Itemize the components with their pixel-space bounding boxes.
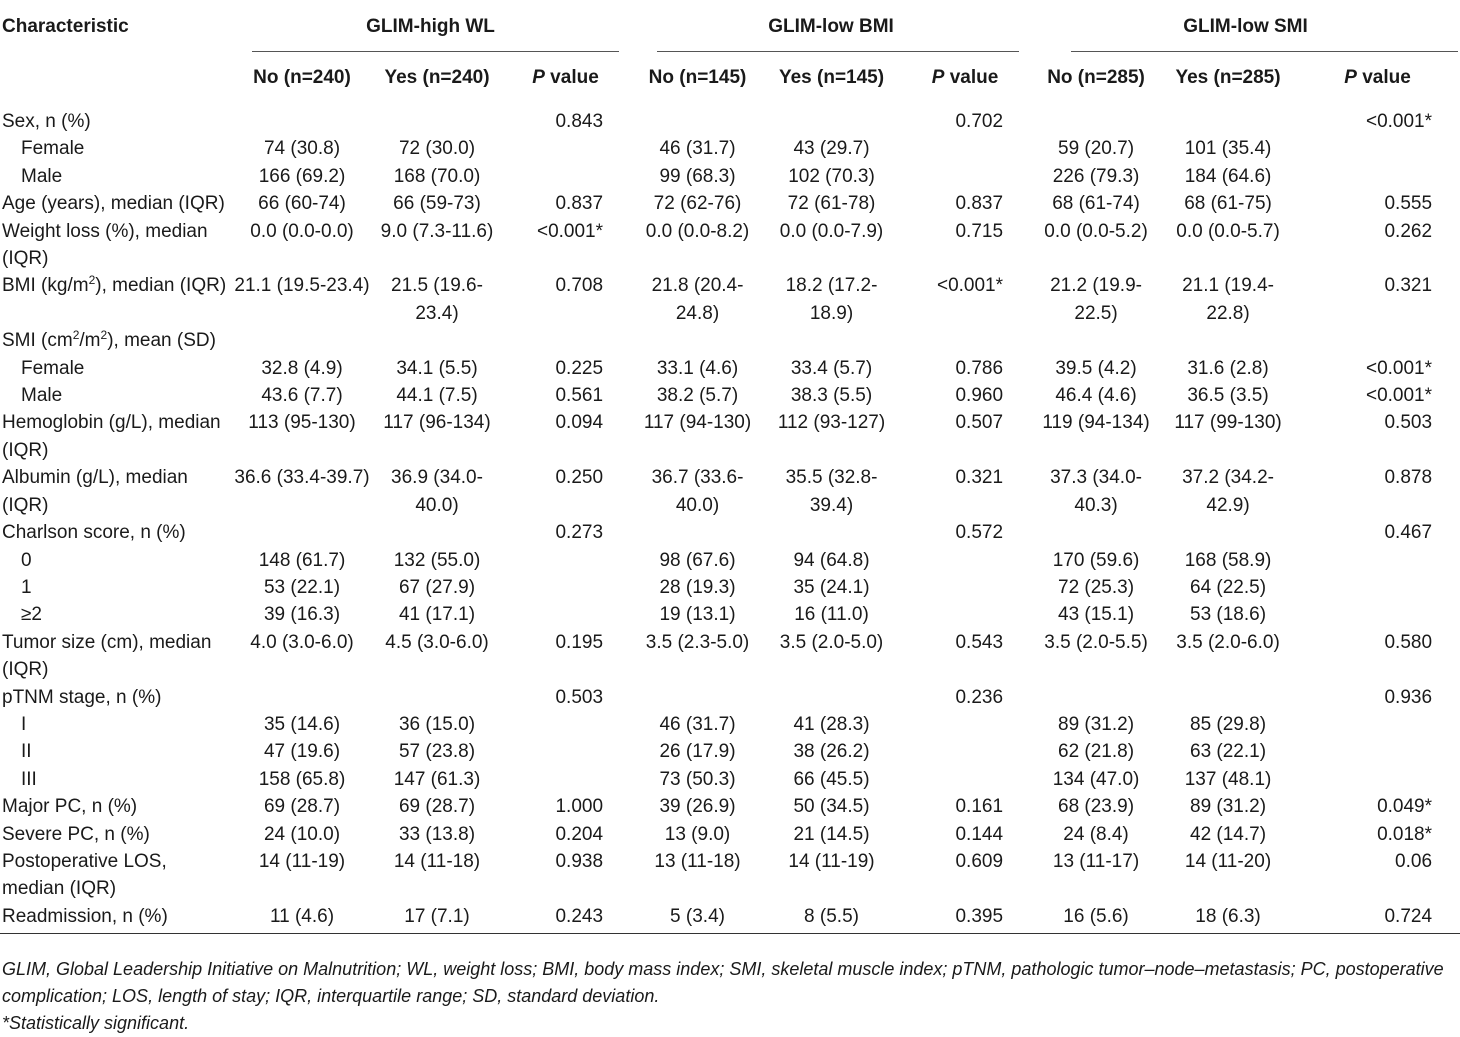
- p-value-cell: 0.843: [555, 111, 604, 132]
- row-label-part: BMI (kg/m: [2, 275, 89, 297]
- value-cell: 17 (7.1): [374, 903, 500, 934]
- p-value-cell: 0.321: [955, 467, 1004, 489]
- value-cell: 37.3 (34.0-40.3): [1050, 467, 1142, 516]
- value-cell: 68 (61-74): [1052, 193, 1140, 215]
- header-characteristic: Characteristic: [2, 16, 129, 37]
- value-cell: 13 (9.0): [664, 823, 731, 845]
- value-cell: 13 (11-18): [654, 850, 741, 872]
- value-cell: 72 (62-76): [653, 193, 742, 215]
- value-cell: 32.8 (4.9): [261, 357, 343, 379]
- value-cell: [764, 327, 899, 354]
- p-value-cell: <0.001*: [1365, 385, 1433, 407]
- value-cell: 31.6 (2.8): [1187, 357, 1269, 379]
- value-cell: 119 (94-134): [1042, 412, 1150, 434]
- header-blank: [0, 52, 230, 103]
- value-cell: 47 (19.6): [263, 741, 341, 763]
- table-row: [0, 272, 1460, 327]
- value-cell: 14 (11-18): [393, 850, 481, 872]
- p-value-cell: [1295, 711, 1460, 738]
- table-footnotes: [2, 956, 1458, 1037]
- row-sublabel: II: [21, 741, 32, 763]
- value-cell: 53 (18.6): [1190, 604, 1267, 626]
- value-cell: 166 (69.2): [258, 165, 346, 187]
- value-cell: 5 (3.4): [631, 903, 764, 934]
- p-value-cell: 0.580: [1384, 631, 1433, 653]
- value-cell: 137 (48.1): [1184, 768, 1272, 790]
- row-label-part: ), mean (SD): [107, 330, 216, 352]
- table-row: [0, 738, 1460, 765]
- row-label: Major PC, n (%): [2, 796, 138, 818]
- value-cell: 24 (8.4): [1063, 823, 1129, 845]
- value-cell: 46 (31.7): [659, 138, 736, 160]
- p-value-cell: 0.049*: [1377, 796, 1433, 818]
- value-cell: 63 (22.1): [1190, 741, 1267, 763]
- p-value-cell: 0.715: [955, 220, 1004, 242]
- value-cell: 68 (23.9): [1058, 796, 1135, 818]
- value-cell: 112 (93-127): [777, 412, 886, 434]
- value-cell: 170 (59.6): [1052, 549, 1140, 571]
- value-cell: 36.9 (34.0-40.0): [391, 467, 483, 516]
- p-value-cell: 0.938: [555, 850, 604, 872]
- value-cell: 38.2 (5.7): [656, 385, 739, 407]
- value-cell: 98 (67.6): [659, 549, 736, 571]
- table-row: [0, 519, 1460, 546]
- value-cell: [631, 684, 764, 711]
- p-value-cell: 0.936: [1384, 686, 1433, 708]
- value-cell: [374, 519, 500, 546]
- value-cell: 66 (59-73): [393, 193, 481, 215]
- row-label: Postoperative LOS, median (IQR): [2, 850, 167, 900]
- value-cell: 0.0 (0.0-0.0): [250, 220, 354, 242]
- row-sublabel: 1: [21, 576, 32, 598]
- value-cell: 50 (34.5): [793, 796, 870, 818]
- value-cell: [374, 327, 500, 354]
- value-cell: [764, 103, 899, 135]
- header-no-col: No (n=145): [648, 66, 747, 88]
- value-cell: 73 (50.3): [659, 768, 736, 790]
- p-value-cell: 0.503: [1384, 412, 1433, 434]
- value-cell: 117 (96-134): [383, 412, 491, 434]
- table-row: [0, 409, 1460, 464]
- p-value-cell: <0.001*: [1365, 111, 1433, 132]
- value-cell: 36.6 (33.4-39.7): [234, 467, 370, 489]
- p-value-cell: 0.702: [955, 111, 1004, 132]
- p-value-cell: 0.06: [1395, 850, 1433, 872]
- value-cell: 184 (64.6): [1184, 165, 1272, 187]
- p-value-cell: [1295, 135, 1460, 162]
- value-cell: 68 (61-75): [1184, 193, 1272, 215]
- p-value-cell: 0.195: [555, 631, 604, 653]
- table-row: [0, 218, 1460, 273]
- row-label: Readmission, n (%): [0, 903, 230, 934]
- p-value-cell: 0.144: [955, 823, 1004, 845]
- value-cell: 67 (27.9): [398, 576, 476, 598]
- p-value-cell: [500, 135, 631, 162]
- row-label: Charlson score, n (%): [2, 522, 186, 544]
- p-value-cell: [500, 574, 631, 601]
- value-cell: 9.0 (7.3-11.6): [380, 220, 494, 242]
- value-cell: 36 (15.0): [398, 713, 476, 735]
- value-cell: 26 (17.9): [659, 741, 736, 763]
- value-cell: 43.6 (7.7): [261, 385, 343, 407]
- p-value-cell: 0.837: [955, 193, 1004, 215]
- p-value-cell: 0.161: [955, 796, 1004, 818]
- table-row: [0, 684, 1460, 711]
- value-cell: 69 (28.7): [263, 796, 341, 818]
- p-value-cell: 0.543: [955, 631, 1004, 653]
- value-cell: 46.4 (4.6): [1055, 385, 1137, 407]
- value-cell: 66 (45.5): [793, 768, 870, 790]
- row-label: [0, 327, 230, 354]
- value-cell: 72 (61-78): [787, 193, 876, 215]
- value-cell: 13 (11-17): [1052, 850, 1140, 872]
- value-cell: 36.5 (3.5): [1187, 385, 1269, 407]
- value-cell: 37.2 (34.2-42.9): [1182, 467, 1274, 516]
- value-cell: 72 (30.0): [398, 138, 476, 160]
- p-value-cell: [899, 766, 1031, 793]
- p-value-cell: 0.960: [955, 385, 1004, 407]
- header-no-col: No (n=285): [1047, 66, 1145, 88]
- value-cell: 14 (11-20): [1184, 850, 1272, 872]
- value-cell: 33.1 (4.6): [656, 357, 739, 379]
- value-cell: 21.8 (20.4-24.8): [651, 275, 744, 324]
- table-row: [0, 464, 1460, 519]
- p-value-cell: 0.204: [555, 823, 604, 845]
- value-cell: 8 (5.5): [764, 903, 899, 934]
- p-value-cell: 0.561: [555, 385, 604, 407]
- value-cell: 14 (11-19): [258, 850, 346, 872]
- table-row: [0, 629, 1460, 684]
- p-value-cell: 0.708: [555, 275, 604, 297]
- value-cell: 59 (20.7): [1058, 138, 1135, 160]
- value-cell: 33.4 (5.7): [790, 357, 873, 379]
- value-cell: 35 (14.6): [263, 713, 341, 735]
- row-sublabel: Male: [21, 385, 63, 407]
- value-cell: 147 (61.3): [393, 768, 481, 790]
- value-cell: 132 (55.0): [393, 549, 481, 571]
- row-label: pTNM stage, n (%): [2, 686, 162, 708]
- row-sublabel: 0: [21, 549, 32, 571]
- table-row: [0, 103, 1460, 135]
- row-label-part: /m: [79, 330, 101, 352]
- row-sublabel: III: [21, 768, 37, 790]
- p-value-cell: [500, 738, 631, 765]
- p-value-cell: 0.503: [555, 686, 604, 708]
- value-cell: 89 (31.2): [1190, 796, 1267, 818]
- value-cell: 53 (22.1): [263, 576, 341, 598]
- header-group-glim-low-bmi: GLIM-low BMI: [631, 0, 1031, 52]
- table-row: [0, 547, 1460, 574]
- p-value-cell: 0.273: [555, 522, 604, 544]
- header-no-col: No (n=240): [253, 66, 351, 88]
- p-value-cell: 0.262: [1384, 220, 1433, 242]
- table-row: [0, 135, 1460, 162]
- value-cell: 18.2 (17.2-18.9): [785, 275, 878, 324]
- value-cell: 39.5 (4.2): [1055, 357, 1137, 379]
- value-cell: 0.0 (0.0-5.7): [1176, 220, 1280, 242]
- value-cell: 4.5 (3.0-6.0): [385, 631, 489, 653]
- row-sublabel: ≥2: [21, 604, 42, 626]
- value-cell: [230, 327, 374, 354]
- value-cell: 72 (25.3): [1058, 576, 1135, 598]
- value-cell: 85 (29.8): [1190, 713, 1267, 735]
- value-cell: 101 (35.4): [1184, 138, 1272, 160]
- p-value-cell: 0.609: [955, 850, 1004, 872]
- value-cell: 4.0 (3.0-6.0): [250, 631, 354, 653]
- value-cell: 46 (31.7): [659, 713, 736, 735]
- p-value-cell: 0.786: [955, 357, 1004, 379]
- p-value-cell: [899, 574, 1031, 601]
- value-cell: 117 (99-130): [1174, 412, 1282, 434]
- value-cell: [1031, 684, 1161, 711]
- value-cell: [374, 103, 500, 135]
- value-cell: [631, 103, 764, 135]
- value-cell: 3.5 (2.0-5.0): [779, 631, 884, 653]
- value-cell: 34.1 (5.5): [396, 357, 478, 379]
- header-yes-col: Yes (n=240): [384, 66, 490, 88]
- row-sublabel: Female: [21, 138, 85, 160]
- row-label-part: 2: [72, 328, 80, 343]
- row-label: Tumor size (cm), median (IQR): [2, 631, 212, 681]
- value-cell: 57 (23.8): [398, 741, 476, 763]
- value-cell: 38 (26.2): [793, 741, 870, 763]
- table-row: [0, 766, 1460, 793]
- abbreviations-footnote: GLIM, Global Leadership Initiative on Malnutrition; WL, weight loss; BMI, body mass index; SMI, skeletal muscle index; pTNM, pathologic tumor–node–metastasis; PC, postoperative complication; LOS, length of stay; IQR, interquartile range; SD, standard deviation.: [2, 959, 1444, 1006]
- p-value-cell: [500, 163, 631, 190]
- value-cell: [230, 103, 374, 135]
- value-cell: 226 (79.3): [1052, 165, 1140, 187]
- significance-footnote: *Statistically significant.: [2, 1013, 190, 1033]
- table-row: [0, 355, 1460, 382]
- value-cell: [764, 684, 899, 711]
- value-cell: 19 (13.1): [659, 604, 736, 626]
- p-value-cell: [1295, 547, 1460, 574]
- value-cell: 66 (60-74): [258, 193, 346, 215]
- p-value-cell: [1295, 327, 1460, 354]
- p-value-cell: 0.236: [955, 686, 1004, 708]
- value-cell: [1031, 103, 1161, 135]
- row-label: Sex, n (%): [2, 111, 91, 132]
- table-row: [0, 793, 1460, 820]
- value-cell: [374, 684, 500, 711]
- value-cell: 21 (14.5): [793, 823, 870, 845]
- value-cell: [1031, 327, 1161, 354]
- p-value-cell: <0.001*: [936, 275, 1004, 297]
- p-value-cell: [1295, 738, 1460, 765]
- value-cell: 36.7 (33.6-40.0): [651, 467, 744, 516]
- p-value-cell: 0.018*: [1377, 823, 1433, 845]
- p-value-cell: [500, 547, 631, 574]
- p-value-cell: <0.001*: [1365, 357, 1433, 379]
- p-value-cell: [899, 601, 1031, 628]
- value-cell: 168 (70.0): [393, 165, 481, 187]
- value-cell: [1161, 103, 1295, 135]
- value-cell: [1161, 327, 1295, 354]
- value-cell: 69 (28.7): [398, 796, 476, 818]
- value-cell: 168 (58.9): [1184, 549, 1272, 571]
- value-cell: 64 (22.5): [1190, 576, 1267, 598]
- p-value-cell: [899, 163, 1031, 190]
- p-value-cell: 0.555: [1384, 193, 1433, 215]
- p-value-cell: [899, 547, 1031, 574]
- value-cell: 3.5 (2.3-5.0): [645, 631, 750, 653]
- header-p-value-col: P value: [1344, 66, 1411, 88]
- value-cell: 134 (47.0): [1052, 768, 1140, 790]
- p-value-cell: 0.467: [1384, 522, 1433, 544]
- value-cell: 94 (64.8): [793, 549, 870, 571]
- value-cell: 0.0 (0.0-7.9): [779, 220, 884, 242]
- table-row: [0, 903, 1460, 934]
- p-value-cell: <0.001*: [536, 220, 604, 242]
- value-cell: 74 (30.8): [263, 138, 341, 160]
- value-cell: 14 (11-19): [788, 850, 875, 872]
- value-cell: [1031, 519, 1161, 546]
- p-value-cell: 0.225: [555, 357, 604, 379]
- header-group-glim-high-wl: GLIM-high WL: [230, 0, 631, 52]
- row-label-part: 2: [100, 328, 108, 343]
- p-value-cell: [1295, 163, 1460, 190]
- p-value-cell: [500, 327, 631, 354]
- value-cell: 148 (61.7): [258, 549, 346, 571]
- value-cell: 21.1 (19.4-22.8): [1182, 275, 1274, 324]
- value-cell: 113 (95-130): [248, 412, 356, 434]
- row-label: Severe PC, n (%): [2, 823, 150, 845]
- value-cell: 16 (5.6): [1031, 903, 1161, 934]
- p-value-cell: [1295, 766, 1460, 793]
- value-cell: 43 (15.1): [1058, 604, 1135, 626]
- value-cell: 3.5 (2.0-5.5): [1044, 631, 1148, 653]
- table-row: [0, 163, 1460, 190]
- value-cell: 99 (68.3): [659, 165, 736, 187]
- value-cell: 89 (31.2): [1058, 713, 1135, 735]
- value-cell: [230, 519, 374, 546]
- p-value-cell: [500, 711, 631, 738]
- p-value-cell: 0.395: [899, 903, 1031, 934]
- row-label: Hemoglobin (g/L), median (IQR): [2, 412, 221, 461]
- header-p-value-col: P value: [931, 66, 999, 88]
- value-cell: 35.5 (32.8-39.4): [785, 467, 878, 516]
- row-label: Age (years), median (IQR): [2, 193, 225, 215]
- p-value-cell: 0.724: [1295, 903, 1460, 934]
- p-value-cell: 0.243: [500, 903, 631, 934]
- header-yes-col: Yes (n=145): [778, 66, 885, 88]
- row-label: Weight loss (%), median (IQR): [2, 220, 208, 270]
- header-yes-col: Yes (n=285): [1175, 66, 1281, 88]
- value-cell: 24 (10.0): [263, 823, 341, 845]
- value-cell: 39 (16.3): [263, 604, 341, 626]
- table-body: [0, 103, 1460, 934]
- value-cell: 41 (17.1): [398, 604, 476, 626]
- table-row: [0, 382, 1460, 409]
- p-value-cell: [899, 738, 1031, 765]
- value-cell: 44.1 (7.5): [396, 385, 478, 407]
- row-sublabel: Male: [21, 165, 63, 187]
- table-row: [0, 327, 1460, 354]
- value-cell: 11 (4.6): [230, 903, 374, 934]
- table-row: [0, 711, 1460, 738]
- value-cell: [764, 519, 899, 546]
- p-value-cell: [899, 327, 1031, 354]
- p-value-cell: 0.878: [1384, 467, 1433, 489]
- table-row: [0, 601, 1460, 628]
- value-cell: 21.5 (19.6-23.4): [391, 275, 483, 324]
- p-value-cell: [1295, 601, 1460, 628]
- value-cell: [230, 684, 374, 711]
- value-cell: 18 (6.3): [1161, 903, 1295, 934]
- value-cell: 28 (19.3): [659, 576, 736, 598]
- p-value-cell: [500, 601, 631, 628]
- row-sublabel: I: [21, 713, 27, 735]
- value-cell: [1161, 684, 1295, 711]
- value-cell: 102 (70.3): [788, 165, 875, 187]
- value-cell: 33 (13.8): [398, 823, 476, 845]
- value-cell: 35 (24.1): [793, 576, 870, 598]
- value-cell: 0.0 (0.0-5.2): [1044, 220, 1148, 242]
- table-row: [0, 574, 1460, 601]
- p-value-cell: 0.507: [955, 412, 1004, 434]
- value-cell: 39 (26.9): [659, 796, 736, 818]
- value-cell: [631, 327, 764, 354]
- row-label: [0, 272, 230, 327]
- value-cell: [1161, 519, 1295, 546]
- row-label-part: 2: [88, 273, 96, 288]
- p-value-cell: [899, 711, 1031, 738]
- p-value-cell: [500, 766, 631, 793]
- header-p-value-col: P value: [532, 66, 599, 88]
- table-row: [0, 190, 1460, 217]
- table-row: [0, 848, 1460, 903]
- value-cell: 21.1 (19.5-23.4): [234, 275, 370, 297]
- p-value-cell: 0.250: [555, 467, 604, 489]
- p-value-cell: [1295, 574, 1460, 601]
- value-cell: [631, 519, 764, 546]
- row-label: Albumin (g/L), median (IQR): [2, 467, 188, 516]
- value-cell: 62 (21.8): [1058, 741, 1135, 763]
- row-label-part: ), median (IQR): [95, 275, 227, 297]
- value-cell: 38.3 (5.5): [790, 385, 873, 407]
- p-value-cell: 0.572: [955, 522, 1004, 544]
- value-cell: 0.0 (0.0-8.2): [645, 220, 750, 242]
- p-value-cell: 0.094: [555, 412, 604, 434]
- value-cell: 41 (28.3): [793, 713, 870, 735]
- value-cell: 3.5 (2.0-6.0): [1176, 631, 1280, 653]
- header-group-glim-low-smi: GLIM-low SMI: [1031, 0, 1460, 52]
- row-label-part: SMI (cm: [2, 330, 73, 352]
- row-sublabel: Female: [21, 357, 85, 379]
- value-cell: 21.2 (19.9-22.5): [1050, 275, 1142, 324]
- value-cell: 43 (29.7): [793, 138, 870, 160]
- value-cell: 42 (14.7): [1190, 823, 1267, 845]
- p-value-cell: 0.837: [555, 193, 604, 215]
- value-cell: 16 (11.0): [794, 604, 869, 626]
- value-cell: 117 (94-130): [643, 412, 752, 434]
- value-cell: 158 (65.8): [258, 768, 346, 790]
- p-value-cell: 1.000: [555, 796, 604, 818]
- p-value-cell: 0.321: [1384, 275, 1433, 297]
- table-row: [0, 821, 1460, 848]
- p-value-cell: [899, 135, 1031, 162]
